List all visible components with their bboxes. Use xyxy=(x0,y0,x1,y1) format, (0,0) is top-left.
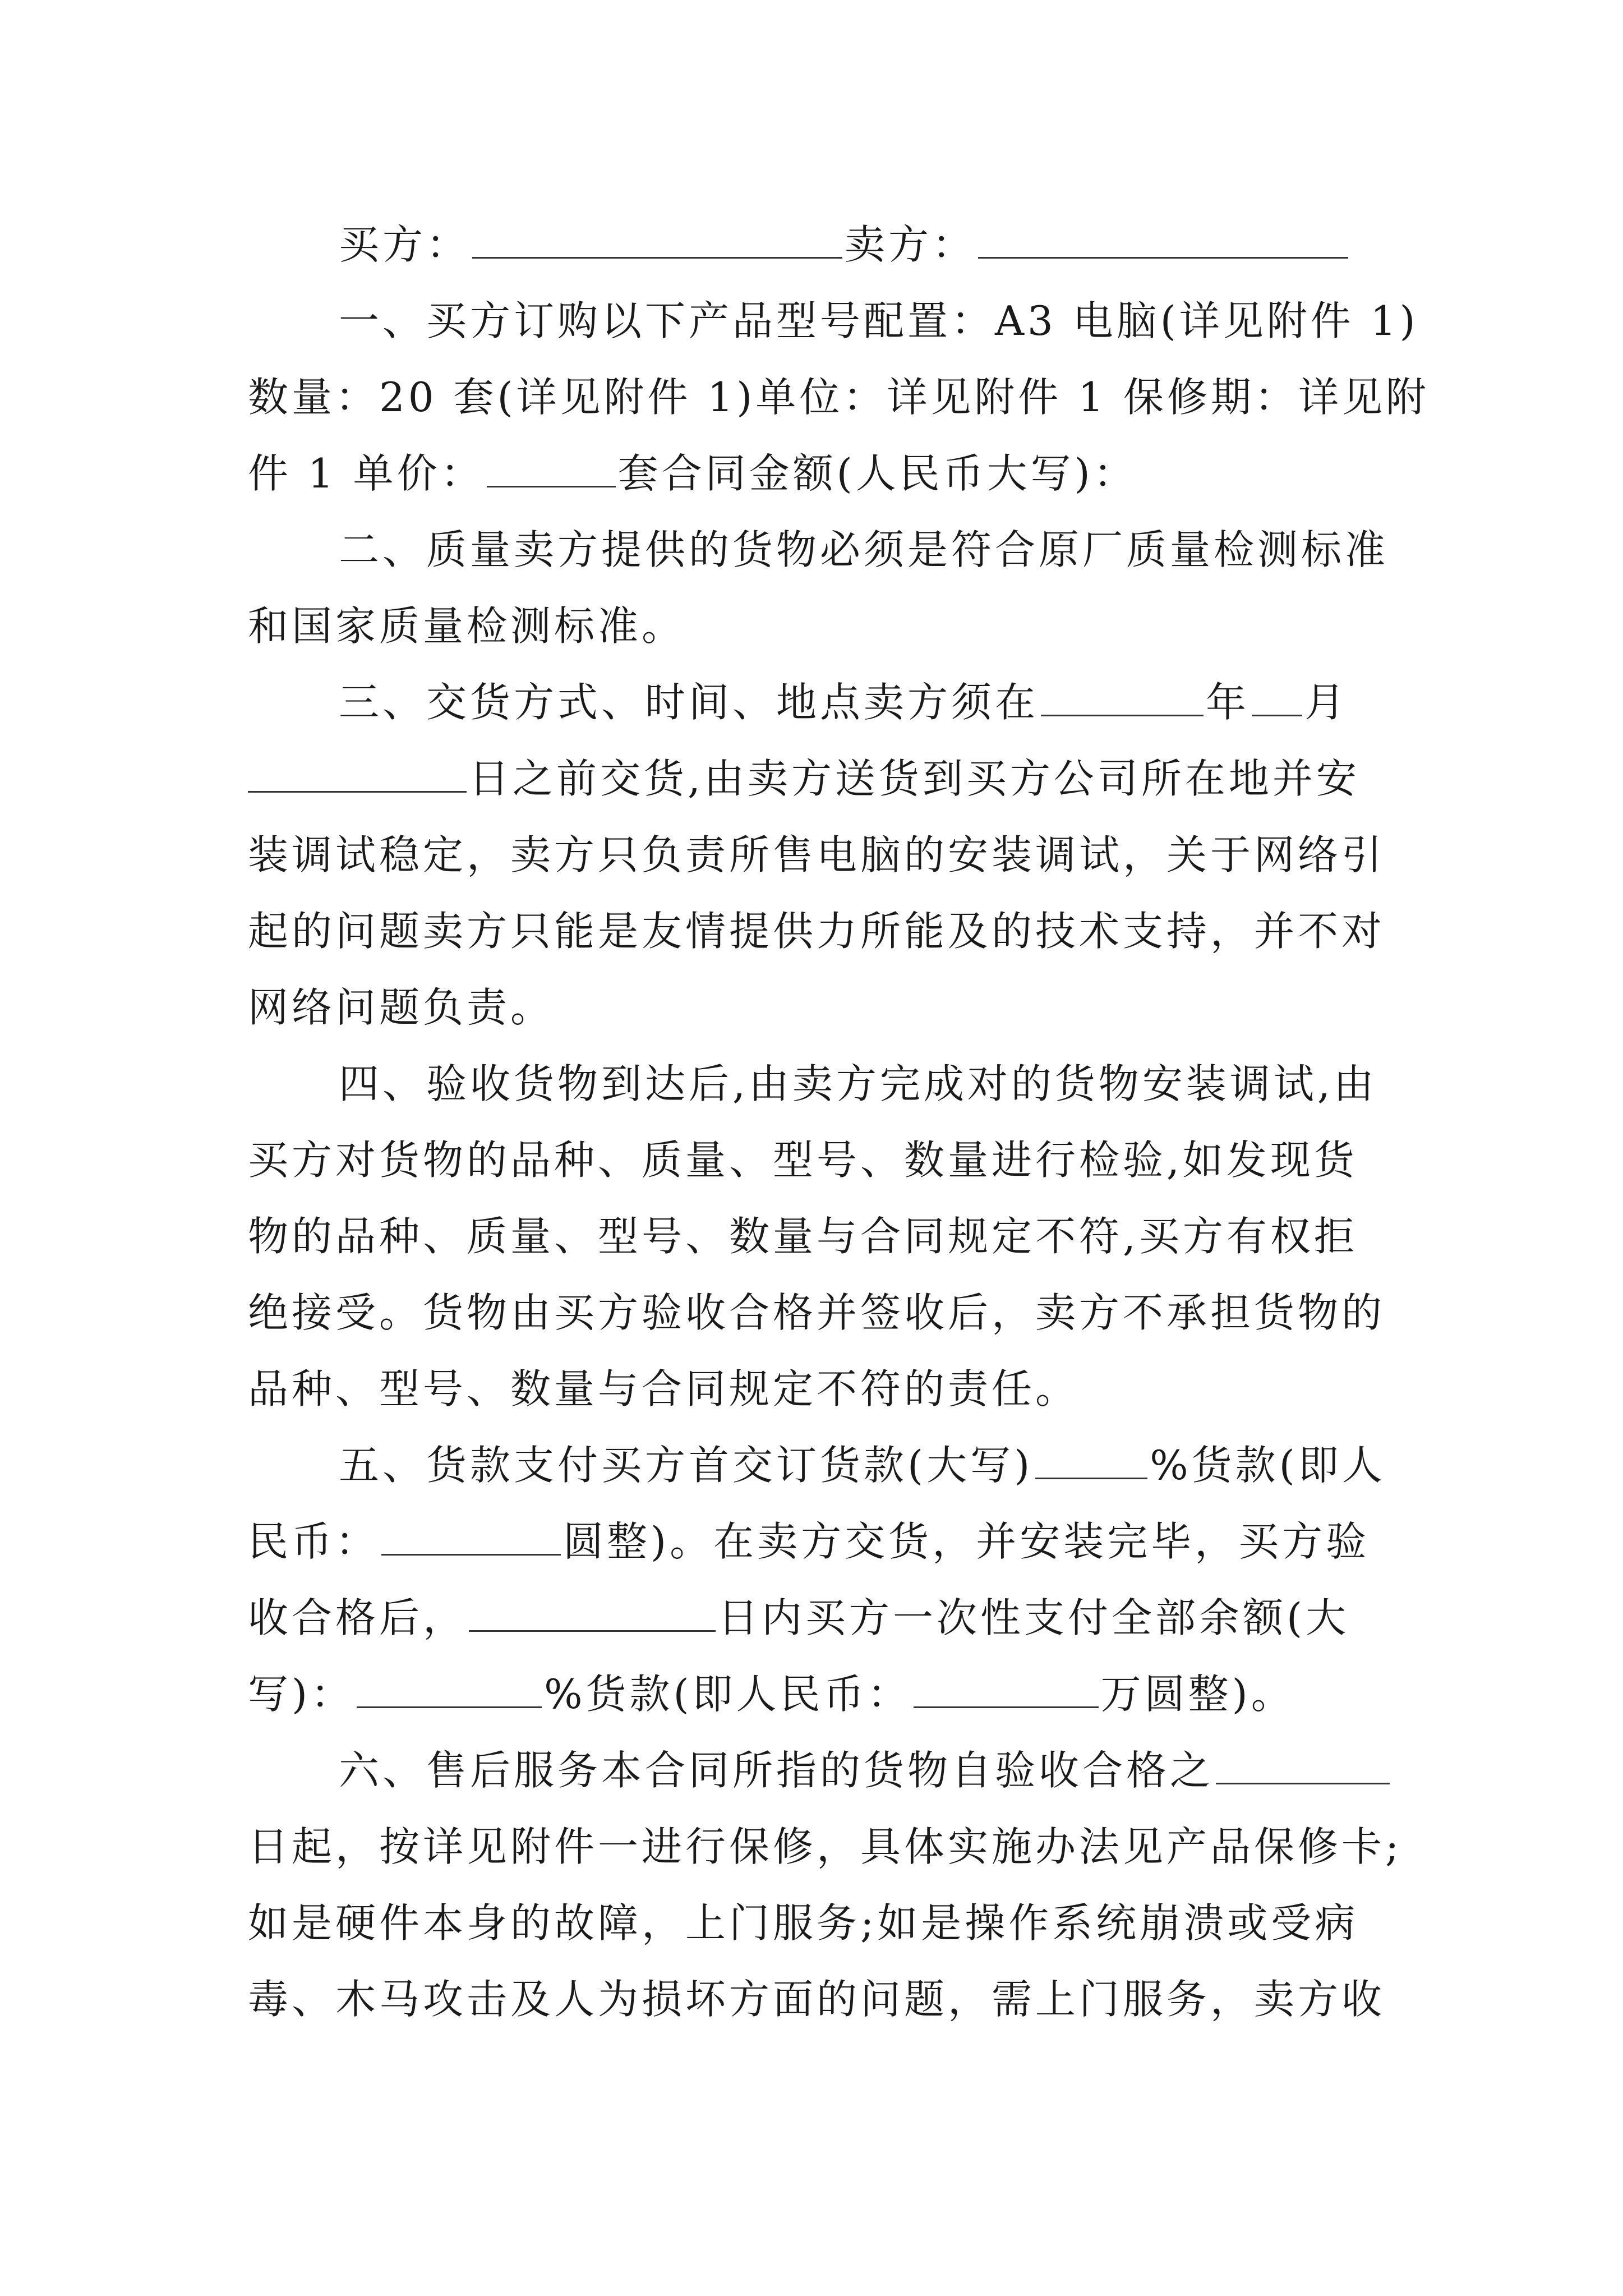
parties-line xyxy=(339,217,1350,273)
clause3-line2-text: 日之前交货,由卖方送货到买方公司所在地并安 xyxy=(469,755,1360,802)
balance-percent-blank[interactable] xyxy=(357,1669,542,1708)
deposit-amount-blank[interactable] xyxy=(381,1517,561,1556)
unit-price-blank[interactable] xyxy=(487,449,616,487)
clause4-line1: 四、验收货物到达后,由卖方完成对的货物安装调试,由 xyxy=(339,1060,1377,1107)
clause4-line5: 品种、型号、数量与合同规定不符的责任。 xyxy=(248,1365,1080,1412)
year-label: 年 xyxy=(1206,679,1250,726)
clause2-line2: 和国家质量检测标准。 xyxy=(248,602,686,650)
clause5-line2 xyxy=(248,1513,1370,1570)
clause3-line3: 装调试稳定，卖方只负责所售电脑的安装调试，关于网络引 xyxy=(248,831,1386,878)
clause3-line4: 起的问题卖方只能是友情提供力所能及的技术支持，并不对 xyxy=(248,908,1386,955)
seller-blank[interactable] xyxy=(978,220,1348,259)
clause1-contract-amount-label: 套合同金额(人民币大写)： xyxy=(617,450,1137,497)
payment-days-blank[interactable] xyxy=(469,1593,716,1632)
delivery-month-blank[interactable] xyxy=(1252,678,1302,716)
clause5-rmb-label: 民币： xyxy=(248,1518,380,1565)
delivery-day-blank[interactable] xyxy=(248,754,467,793)
balance-amount-blank[interactable] xyxy=(914,1669,1099,1708)
clause5-balance-label: %货款(即人民币： xyxy=(544,1671,911,1718)
clause5-line1 xyxy=(339,1437,1386,1493)
clause5-write-label: 写)： xyxy=(248,1671,355,1718)
clause1-line2: 数量：20 套(详见附件 1)单位：详见附件 1 保修期：详见附 xyxy=(248,374,1430,421)
clause5-line2-text: 圆整)。在卖方交货，并安装完毕，买方验 xyxy=(563,1518,1370,1565)
clause1-line1: 一、买方订购以下产品型号配置：A3 电脑(详见附件 1) xyxy=(339,297,1419,344)
buyer-blank[interactable] xyxy=(472,220,842,259)
clause5-payment-label: 五、货款支付买方首交订货款(大写) xyxy=(339,1442,1034,1489)
deposit-percent-blank[interactable] xyxy=(1035,1441,1147,1479)
clause4-line4: 绝接受。货物由买方验收合格并签收后，卖方不承担货物的 xyxy=(248,1289,1386,1336)
clause5-accept-label: 收合格后， xyxy=(248,1594,467,1641)
clause5-line4 xyxy=(248,1666,1295,1722)
delivery-year-blank[interactable] xyxy=(1041,678,1204,716)
clause2-line1: 二、质量卖方提供的货物必须是符合原厂质量检测标准 xyxy=(339,526,1389,573)
clause1-line3 xyxy=(248,445,1137,501)
buyer-label: 买方： xyxy=(339,221,471,268)
seller-label: 卖方： xyxy=(845,221,976,268)
clause6-line4: 毒、木马攻击及人为损坏方面的问题，需上门服务，卖方收 xyxy=(248,1976,1386,2023)
clause4-line2: 买方对货物的品种、质量、型号、数量进行检验,如发现货 xyxy=(248,1137,1358,1184)
clause3-delivery-label: 三、交货方式、时间、地点卖方须在 xyxy=(339,679,1039,726)
clause3-line5: 网络问题负责。 xyxy=(248,984,555,1031)
clause1-unit-price-label: 件 1 单价： xyxy=(248,450,485,497)
clause5-percent-label: %货款(即人 xyxy=(1150,1442,1386,1489)
clause3-line2 xyxy=(248,751,1360,807)
clause5-line3 xyxy=(248,1590,1349,1646)
clause6-line3: 如是硬件本身的故障，上门服务;如是操作系统崩溃或受病 xyxy=(248,1899,1359,1947)
month-label: 月 xyxy=(1304,679,1349,726)
clause3-line1 xyxy=(339,674,1348,730)
warranty-start-blank[interactable] xyxy=(1216,1746,1390,1784)
clause5-line3-text: 日内买方一次性支付全部余额(大 xyxy=(718,1594,1350,1641)
clause6-line2: 日起，按详见附件一进行保修，具体实施办法见产品保修卡; xyxy=(248,1823,1403,1870)
clause4-line3: 物的品种、质量、型号、数量与合同规定不符,买方有权拒 xyxy=(248,1213,1358,1260)
clause6-line1-text: 六、售后服务本合同所指的货物自验收合格之 xyxy=(339,1747,1214,1794)
clause6-line1 xyxy=(339,1742,1392,1798)
clause5-end-label: 万圆整)。 xyxy=(1100,1671,1295,1718)
